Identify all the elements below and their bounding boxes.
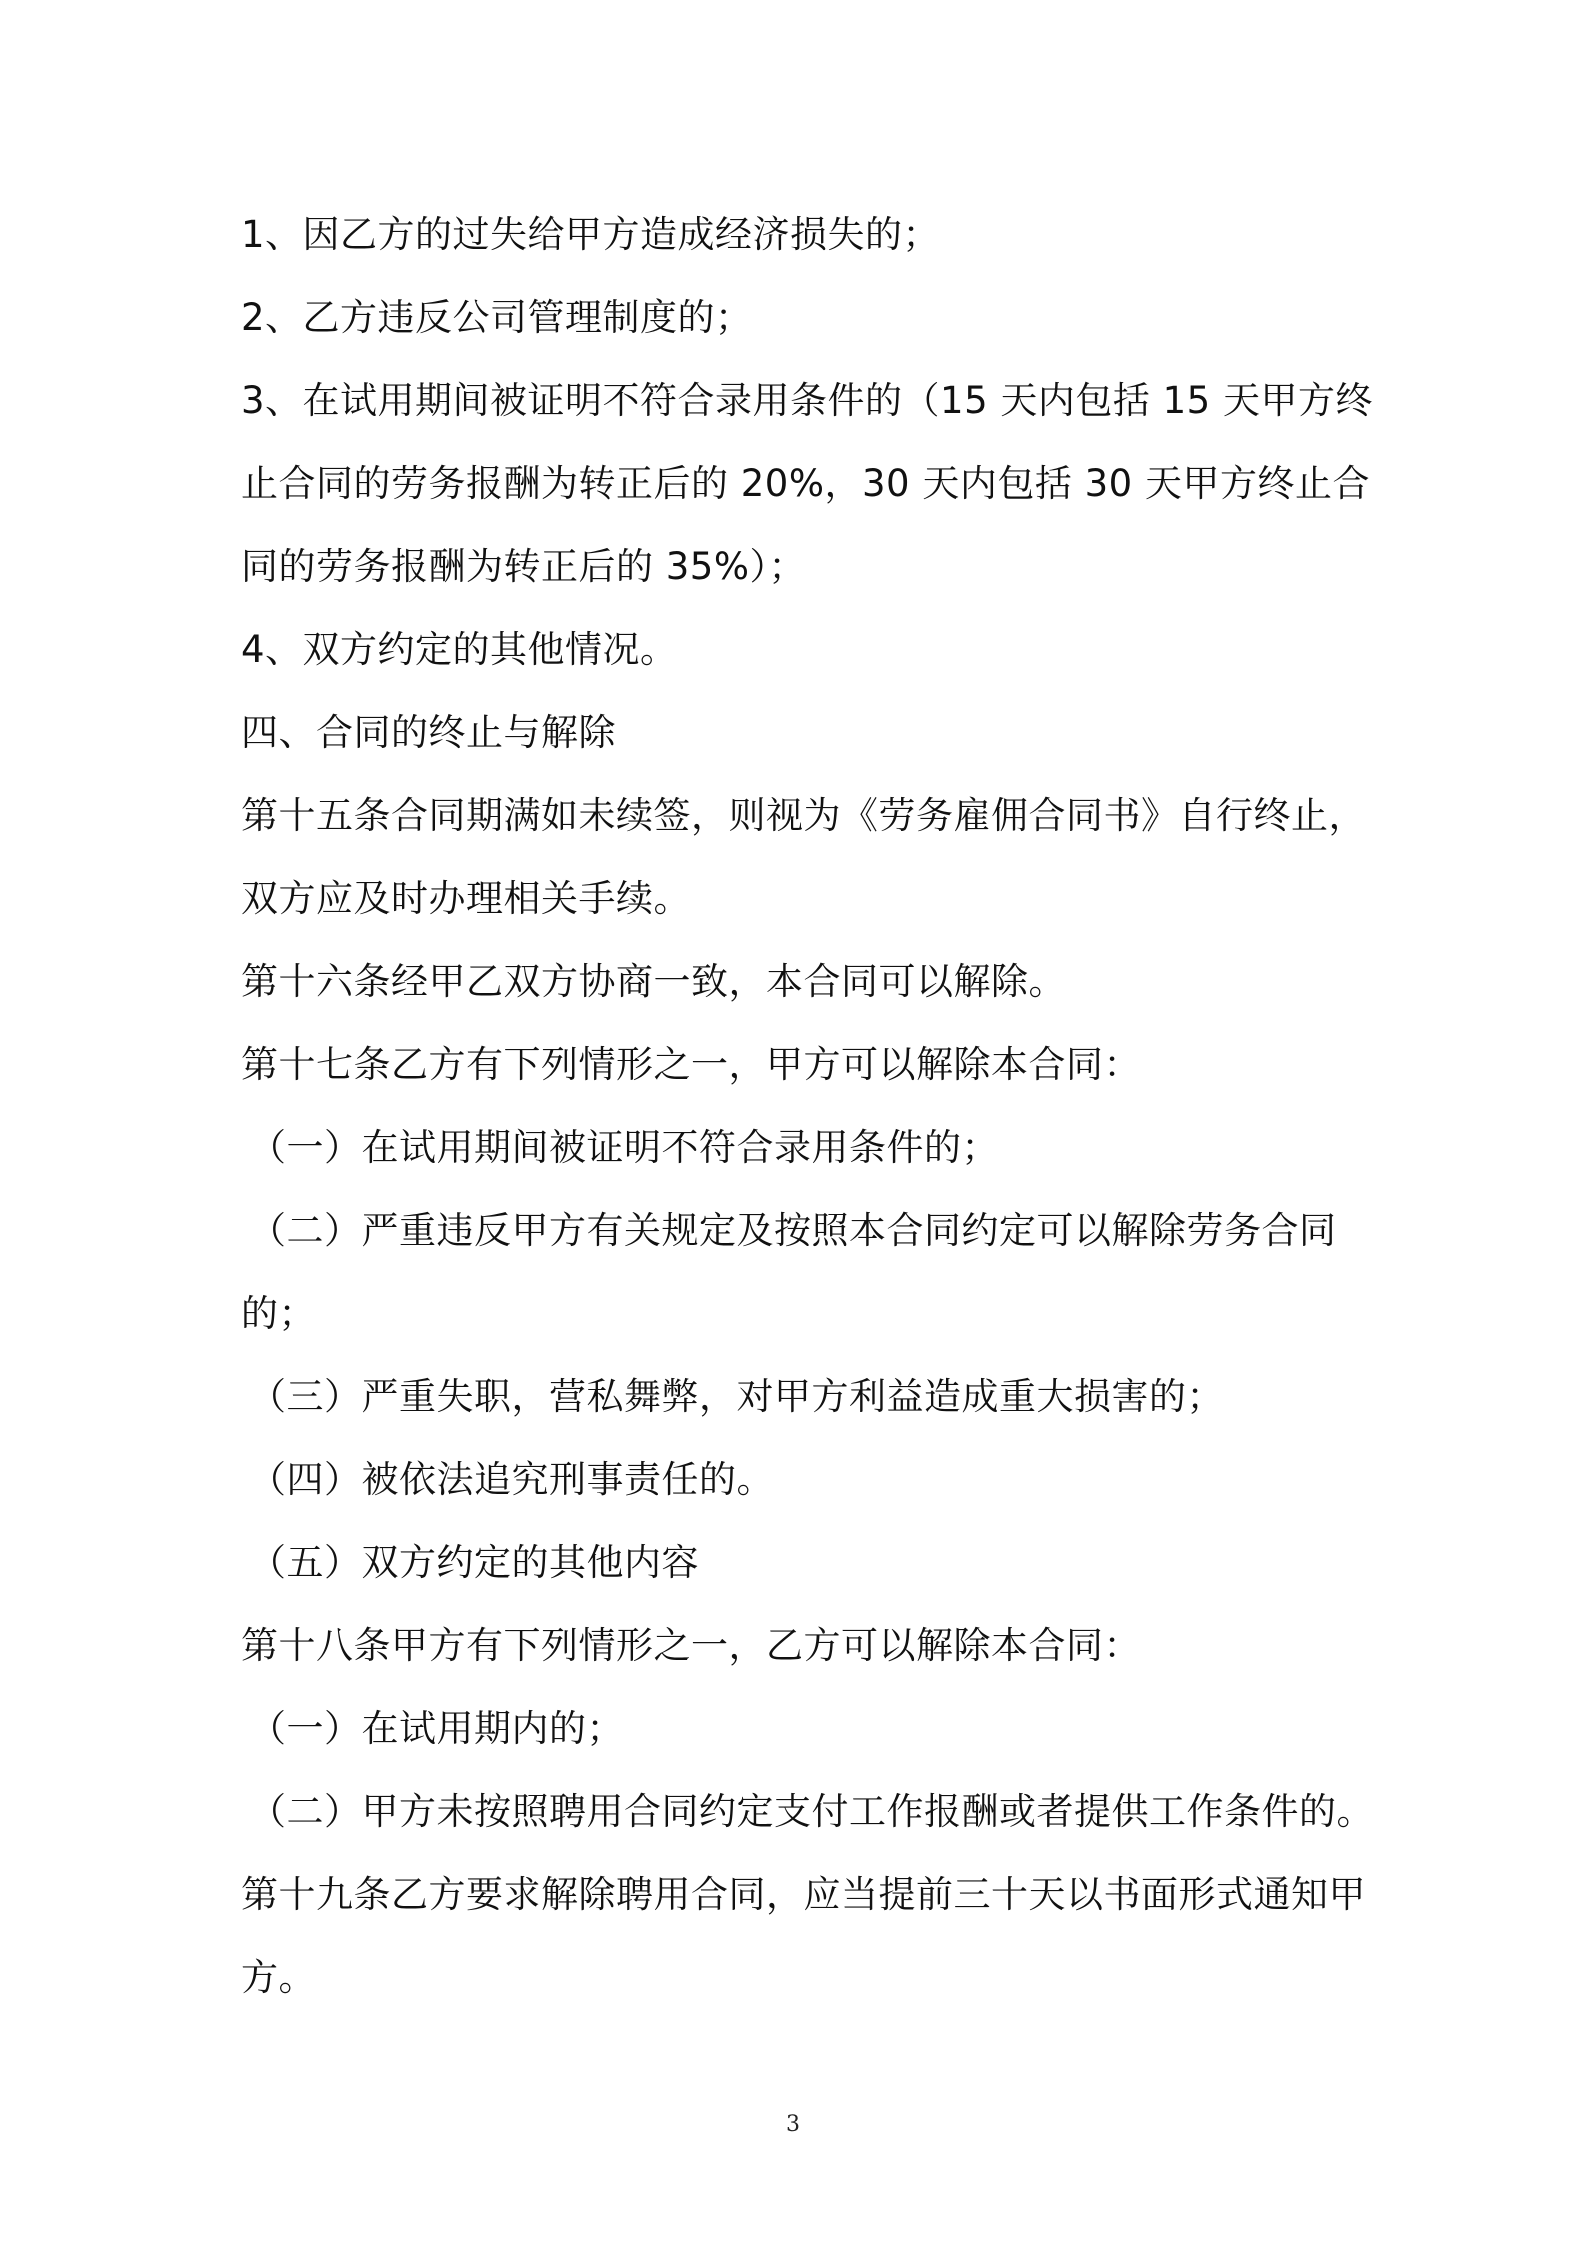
text-line: （四）被依法追究刑事责任的。 xyxy=(249,1458,774,1501)
text-line: 4、双方约定的其他情况。 xyxy=(241,628,678,671)
text-line: 1、因乙方的过失给甲方造成经济损失的； xyxy=(241,213,941,256)
text-line: 第十九条乙方要求解除聘用合同，应当提前三十天以书面形式通知甲 xyxy=(241,1873,1366,1916)
text-line: 2、乙方违反公司管理制度的； xyxy=(241,296,753,339)
section-heading: 四、合同的终止与解除 xyxy=(241,711,616,754)
text-line: （一）在试用期内的； xyxy=(249,1707,624,1750)
text-line: 同的劳务报酬为转正后的 35%）； xyxy=(241,545,806,588)
text-line: 第十六条经甲乙双方协商一致，本合同可以解除。 xyxy=(241,960,1066,1003)
text-line: （五）双方约定的其他内容 xyxy=(249,1541,699,1584)
document-body xyxy=(241,193,1374,2019)
text-line: 第十七条乙方有下列情形之一，甲方可以解除本合同： xyxy=(241,1043,1141,1086)
text-line: 3、在试用期间被证明不符合录用条件的（15 天内包括 15 天甲方终 xyxy=(241,379,1373,422)
text-line: 方。 xyxy=(241,1956,316,1999)
text-line: 第十八条甲方有下列情形之一，乙方可以解除本合同： xyxy=(241,1624,1141,1667)
page-number: 3 xyxy=(786,2112,800,2137)
text-line: 双方应及时办理相关手续。 xyxy=(241,877,691,920)
text-line: （三）严重失职，营私舞弊，对甲方利益造成重大损害的； xyxy=(249,1375,1224,1418)
text-line: （二）甲方未按照聘用合同约定支付工作报酬或者提供工作条件的。 xyxy=(249,1790,1374,1833)
text-line: 止合同的劳务报酬为转正后的 20%，30 天内包括 30 天甲方终止合 xyxy=(241,462,1370,505)
text-line: （一）在试用期间被证明不符合录用条件的； xyxy=(249,1126,999,1169)
text-line: 第十五条合同期满如未续签，则视为《劳务雇佣合同书》自行终止， xyxy=(241,794,1366,837)
text-line: 的； xyxy=(241,1292,316,1335)
text-line: （二）严重违反甲方有关规定及按照本合同约定可以解除劳务合同 xyxy=(249,1209,1337,1252)
